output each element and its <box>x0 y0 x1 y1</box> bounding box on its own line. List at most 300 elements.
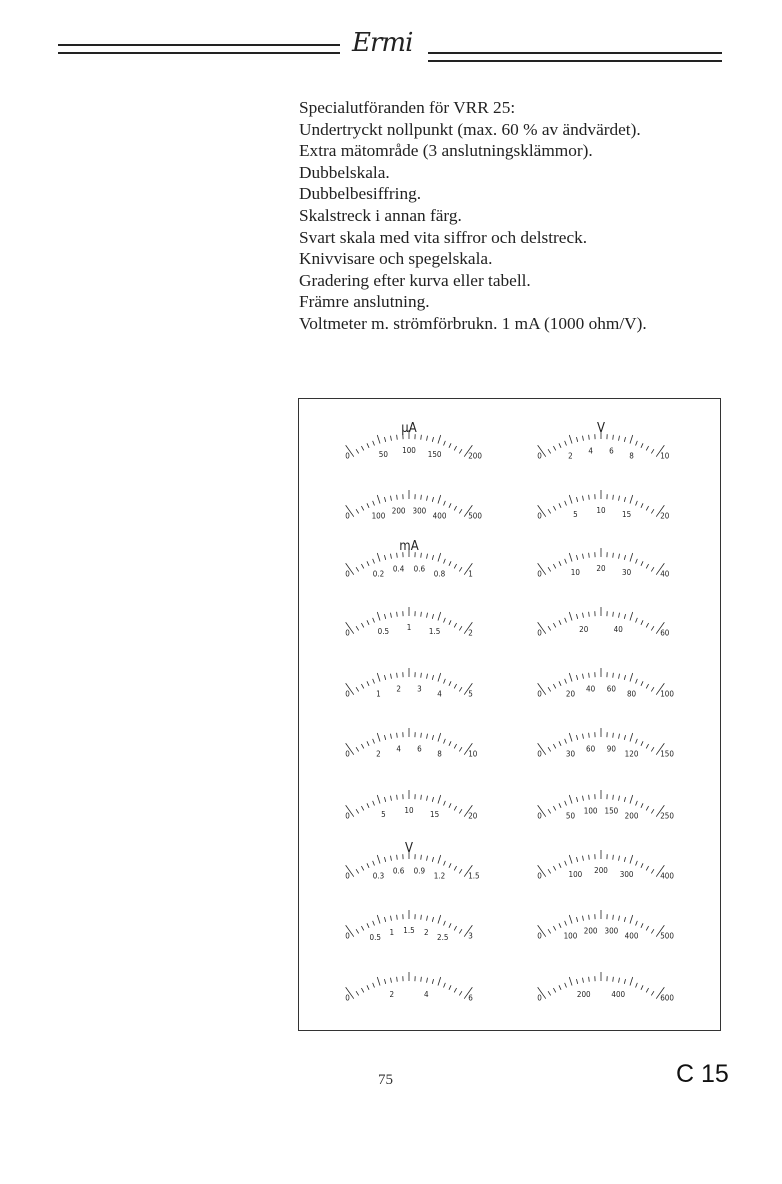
scale-tick <box>449 985 451 990</box>
scale-tick <box>569 673 572 682</box>
scale-tick <box>427 554 428 559</box>
scale-tick <box>630 977 633 986</box>
scale-tick <box>565 559 567 564</box>
scale-max-label: 250 <box>660 811 674 821</box>
scale-tick <box>641 503 643 508</box>
spec-item: Dubbelskala. <box>299 162 390 182</box>
scale-tick <box>459 869 462 873</box>
scale-max-label: 600 <box>660 993 674 1003</box>
scale-tick-label: 15 <box>430 810 440 820</box>
scale-tick <box>651 687 654 691</box>
scale-tick <box>553 564 555 568</box>
spec-item: Voltmeter m. strömförbrukn. 1 mA (1000 ohm/V). <box>299 313 647 333</box>
scale-tick <box>569 495 572 504</box>
scale-tick <box>421 855 422 860</box>
scale-tick <box>427 436 428 441</box>
scale-zero-label: 0 <box>537 811 542 821</box>
scale-tick <box>646 744 648 748</box>
scale-tick <box>367 741 369 746</box>
page-number: 75 <box>378 1072 393 1088</box>
scale-tick <box>613 612 614 617</box>
scale-tick <box>432 555 433 560</box>
scale-tick <box>427 734 428 739</box>
scale-tick <box>356 567 359 571</box>
scale-zero-label: 0 <box>345 689 350 699</box>
scale-tick-label: 200 <box>594 866 608 875</box>
scale-tick <box>576 797 577 802</box>
scale-tick <box>569 435 572 444</box>
scale-tick <box>373 801 375 806</box>
scale-tick <box>459 567 462 571</box>
scale-tick <box>619 436 620 441</box>
scale-tick <box>367 681 369 686</box>
scale-tick <box>454 446 456 450</box>
spec-item: Skalstreck i annan färg. <box>299 205 462 225</box>
scale-zero-label: 0 <box>345 993 350 1003</box>
scale-tick <box>421 733 422 738</box>
scale-tick <box>583 856 584 861</box>
scale-tick <box>651 869 654 873</box>
scale-tick <box>624 497 625 502</box>
scale-tick <box>636 559 638 564</box>
scale-tick <box>624 917 625 922</box>
scale-tick-label: 200 <box>576 989 591 999</box>
scale-tick <box>553 506 555 510</box>
scale-tick-label: 20 <box>596 564 606 573</box>
scale-tick <box>619 916 620 921</box>
scale-tick-label: 0.4 <box>392 564 405 574</box>
scale-tick <box>548 626 551 630</box>
scale-tick <box>651 929 654 933</box>
scale-tick <box>427 674 428 679</box>
scale-tick <box>583 674 584 679</box>
scale-tick-label: 150 <box>427 450 442 460</box>
scale-tick-label: 8 <box>629 451 634 461</box>
scale-tick-label: 10 <box>570 568 580 578</box>
scale-tick-label: 400 <box>624 931 639 941</box>
scale-tick <box>565 618 567 623</box>
scale-tick <box>624 437 625 442</box>
scale-tick-label: 4 <box>396 744 401 754</box>
scale-tick <box>421 495 422 500</box>
scale-tick <box>636 679 638 684</box>
scale-tick <box>427 796 428 801</box>
scale-tick <box>397 795 398 800</box>
scale-tick <box>361 806 363 810</box>
header-rule-right <box>428 52 722 62</box>
scale-tick-label: 6 <box>609 446 614 456</box>
scale-tick <box>367 620 369 625</box>
scale-tick <box>553 806 555 810</box>
scale-tick <box>444 801 446 806</box>
scale-max-label: 200 <box>468 451 482 461</box>
scale-tick <box>367 803 369 808</box>
scale-tick <box>449 741 451 746</box>
scale-tick <box>589 977 590 982</box>
scale-tick <box>427 496 428 501</box>
scale-tick <box>553 684 555 688</box>
scale-tick <box>397 977 398 982</box>
scale-tick <box>397 855 398 860</box>
scale-tick <box>432 917 433 922</box>
scale-tick <box>459 991 462 995</box>
scale-tick-label: 300 <box>619 870 634 880</box>
scale-tick <box>356 809 359 813</box>
scale-tick <box>651 567 654 571</box>
scale-tick <box>384 437 385 442</box>
scale-tick <box>459 509 462 513</box>
scale-max-label: 1 <box>468 569 473 579</box>
scale-tick <box>432 497 433 502</box>
scale-tick <box>619 613 620 618</box>
scale-tick <box>569 553 572 562</box>
scale-tick <box>454 866 456 870</box>
scale-tick <box>373 618 375 623</box>
scale-tick <box>559 741 561 746</box>
scale-tick <box>624 857 625 862</box>
scale-tick <box>548 687 551 691</box>
scale-zero-label: 0 <box>345 451 350 461</box>
scale-tick <box>583 496 584 501</box>
scale-tick <box>356 747 359 751</box>
scale-tick <box>391 554 392 559</box>
scale-tick <box>619 796 620 801</box>
scale-tick <box>589 553 590 558</box>
scale-tick-label: 4 <box>437 689 442 699</box>
scale-tick <box>548 567 551 571</box>
scale-tick <box>373 921 375 926</box>
scale-tick <box>630 553 633 562</box>
scale-tick <box>361 684 363 688</box>
scale-tick <box>559 503 561 508</box>
scale-tick <box>553 623 555 627</box>
scale-max-label: 5 <box>468 689 473 699</box>
scale-tick <box>641 741 643 746</box>
scale-max-label: 400 <box>660 871 674 881</box>
scale-tick <box>569 915 572 924</box>
scale-tick-label: 1.5 <box>403 926 415 935</box>
scale-tick <box>553 866 555 870</box>
scale-tick <box>559 985 561 990</box>
scale-tick <box>373 501 375 506</box>
scale-tick <box>356 687 359 691</box>
scale-zero-label: 0 <box>345 931 350 941</box>
scale-tick <box>548 449 551 453</box>
scale-tick <box>377 612 380 621</box>
scale-tick <box>361 926 363 930</box>
scale-zero-label: 0 <box>345 628 350 638</box>
scale-tick <box>619 978 620 983</box>
scale-tick <box>432 979 433 984</box>
scale-tick <box>391 496 392 501</box>
scale-tick <box>589 733 590 738</box>
scale-tick <box>553 446 555 450</box>
scale-tick <box>459 747 462 751</box>
scale-tick <box>459 929 462 933</box>
scale-tick <box>356 449 359 453</box>
scale-tick <box>421 915 422 920</box>
scale-unit-label: mA <box>399 539 419 554</box>
scale-tick <box>559 863 561 868</box>
scale-tick-label: 0.8 <box>433 569 446 579</box>
scale-tick <box>438 795 441 804</box>
spec-item: Gradering efter kurva eller tabell. <box>299 270 531 290</box>
scale-tick <box>565 983 567 988</box>
scale-max-label: 3 <box>468 931 473 941</box>
scale-tick <box>454 684 456 688</box>
scale-tick-label: 1 <box>406 623 412 632</box>
scale-tick-label: 1.2 <box>433 871 446 881</box>
scale-zero-label: 0 <box>537 931 542 941</box>
scale-tick <box>367 503 369 508</box>
scale-tick <box>384 917 385 922</box>
scale-tick <box>397 495 398 500</box>
scale-tick <box>636 501 638 506</box>
scale-tick <box>444 679 446 684</box>
scale-tick <box>432 857 433 862</box>
scale-tick <box>613 495 614 500</box>
scale-zero-label: 0 <box>345 811 350 821</box>
scale-tick-label: 0.6 <box>392 866 405 876</box>
scale-tick <box>432 797 433 802</box>
scale-tick <box>427 613 428 618</box>
scale-tick <box>565 739 567 744</box>
scale-tick-label: 20 <box>579 624 589 634</box>
scale-tick <box>630 795 633 804</box>
spec-item: Främre anslutning. <box>299 292 430 312</box>
scale-tick <box>377 733 380 742</box>
scale-tick-label: 400 <box>611 989 626 999</box>
scale-tick <box>361 446 363 450</box>
scale-tick <box>377 977 380 986</box>
scale-tick <box>548 929 551 933</box>
spec-item: Knivvisare och spegelskala. <box>299 249 493 269</box>
scale-tick <box>624 797 625 802</box>
scale-tick <box>589 435 590 440</box>
scale-tick <box>454 506 456 510</box>
spec-item: Dubbelbesiffring. <box>299 184 422 204</box>
scale-tick <box>444 739 446 744</box>
scale-tick <box>397 612 398 617</box>
scale-tick-label: 100 <box>568 870 583 880</box>
scale-tick <box>641 985 643 990</box>
scale-tick <box>438 435 441 444</box>
scale-unit-label: V <box>597 421 605 436</box>
scale-zero-label: 0 <box>537 451 542 461</box>
scale-tick <box>646 506 648 510</box>
scale-tick <box>624 614 625 619</box>
scale-tick <box>377 435 380 444</box>
scale-tick <box>432 735 433 740</box>
scale-tick <box>641 863 643 868</box>
scale-tick <box>613 977 614 982</box>
scale-zero-label: 0 <box>537 689 542 699</box>
scale-tick <box>384 555 385 560</box>
scale-tick <box>444 501 446 506</box>
scale-tick <box>613 855 614 860</box>
scale-tick <box>569 855 572 864</box>
scale-tick <box>651 626 654 630</box>
scale-tick <box>646 988 648 992</box>
scale-tick <box>449 443 451 448</box>
scale-tick <box>438 612 441 621</box>
scale-max-label: 20 <box>660 511 670 521</box>
scale-zero-label: 0 <box>345 569 350 579</box>
spec-item: Undertryckt nollpunkt (max. 60 % av ändvärdet). <box>299 119 641 139</box>
scale-zero-label: 0 <box>345 749 350 759</box>
scale-zero-label: 0 <box>537 569 542 579</box>
scale-tick-label: 2 <box>423 927 429 937</box>
scale-max-label: 10 <box>660 451 670 461</box>
scale-tick <box>646 866 648 870</box>
scale-tick <box>636 801 638 806</box>
scale-tick <box>576 857 577 862</box>
scale-tick <box>449 681 451 686</box>
scale-tick <box>391 978 392 983</box>
scale-tick <box>356 626 359 630</box>
scale-tick <box>646 446 648 450</box>
scale-tick-label: 200 <box>583 926 598 936</box>
scale-tick <box>367 561 369 566</box>
scale-tick <box>438 915 441 924</box>
scale-tick <box>421 795 422 800</box>
scale-tick <box>548 809 551 813</box>
scale-tick <box>553 926 555 930</box>
scale-tick <box>432 614 433 619</box>
scale-tick <box>373 441 375 446</box>
scale-tick <box>641 561 643 566</box>
scale-tick <box>384 857 385 862</box>
scale-tick <box>576 979 577 984</box>
scale-tick <box>565 861 567 866</box>
scale-tick <box>636 861 638 866</box>
scale-tick-label: 0.2 <box>372 569 385 579</box>
scale-tick <box>589 612 590 617</box>
scale-max-label: 6 <box>468 993 473 1003</box>
scale-tick-label: 0.5 <box>369 933 381 943</box>
scale-zero-label: 0 <box>345 511 350 521</box>
scale-tick <box>619 856 620 861</box>
scale-tick <box>559 620 561 625</box>
scale-tick <box>397 553 398 558</box>
scale-tick <box>384 497 385 502</box>
scale-tick <box>589 495 590 500</box>
scale-tick <box>444 618 446 623</box>
scale-tick <box>559 681 561 686</box>
scale-tick <box>569 977 572 986</box>
scale-tick <box>454 988 456 992</box>
scale-tick <box>427 856 428 861</box>
scale-tick-label: 100 <box>371 511 386 521</box>
scale-tick <box>636 921 638 926</box>
scale-tick-label: 10 <box>596 506 606 515</box>
scale-zero-label: 0 <box>537 511 542 521</box>
scale-tick <box>427 916 428 921</box>
scale-tick-label: 50 <box>378 450 388 460</box>
scale-tick <box>624 675 625 680</box>
scale-tick <box>391 856 392 861</box>
scale-tick <box>444 983 446 988</box>
scale-unit-label: V <box>405 841 413 856</box>
scale-tick <box>613 733 614 738</box>
scale-tick <box>454 806 456 810</box>
scale-tick-label: 1.5 <box>428 627 441 637</box>
scale-tick-label: 50 <box>565 811 576 821</box>
scale-tick-label: 60 <box>586 744 596 754</box>
scale-tick <box>421 977 422 982</box>
scale-tick <box>636 618 638 623</box>
scale-tick-label: 5 <box>381 810 386 820</box>
scale-tick <box>646 623 648 627</box>
scale-tick-label: 100 <box>563 931 578 941</box>
scale-tick <box>356 869 359 873</box>
scale-tick <box>619 496 620 501</box>
scale-tick <box>613 915 614 920</box>
scale-tick <box>377 855 380 864</box>
scale-tick-label: 15 <box>622 510 632 520</box>
scale-tick <box>384 797 385 802</box>
scale-tick <box>454 744 456 748</box>
scale-tick <box>397 435 398 440</box>
scale-tick <box>361 744 363 748</box>
scale-tick <box>589 795 590 800</box>
scale-tick-label: 2.5 <box>437 933 449 943</box>
scale-zero-label: 0 <box>537 628 542 638</box>
scale-tick-label: 0.5 <box>377 627 390 637</box>
scale-max-label: 20 <box>468 811 478 821</box>
scale-tick <box>589 915 590 920</box>
scale-tick <box>432 675 433 680</box>
scale-tick <box>569 612 572 621</box>
scale-tick <box>553 744 555 748</box>
scale-tick <box>583 436 584 441</box>
scale-tick <box>589 855 590 860</box>
scale-tick <box>391 436 392 441</box>
scale-tick <box>367 863 369 868</box>
scale-tick-label: 60 <box>606 684 616 694</box>
scale-tick <box>589 673 590 678</box>
scale-tick <box>630 733 633 742</box>
scale-tick-label: 2 <box>396 684 401 694</box>
scale-tick <box>459 687 462 691</box>
scale-tick <box>646 684 648 688</box>
scale-tick <box>459 626 462 630</box>
scale-tick <box>444 861 446 866</box>
scale-tick <box>583 978 584 983</box>
scale-tick <box>356 929 359 933</box>
scale-tick <box>651 449 654 453</box>
scale-tick <box>576 675 577 680</box>
scale-tick <box>559 443 561 448</box>
scale-tick <box>377 673 380 682</box>
scale-tick <box>636 739 638 744</box>
scale-tick-label: 2 <box>568 451 573 461</box>
scale-tick <box>576 497 577 502</box>
scale-tick <box>613 435 614 440</box>
scale-tick <box>651 809 654 813</box>
scale-tick <box>421 553 422 558</box>
scale-tick <box>397 673 398 678</box>
scale-tick <box>421 612 422 617</box>
scale-tick-label: 8 <box>437 749 442 759</box>
scale-tick <box>444 921 446 926</box>
scale-tick <box>630 612 633 621</box>
scale-tick <box>548 509 551 513</box>
scale-tick-label: 4 <box>423 989 429 999</box>
scale-tick <box>367 443 369 448</box>
scale-tick <box>646 926 648 930</box>
scale-tick <box>356 991 359 995</box>
